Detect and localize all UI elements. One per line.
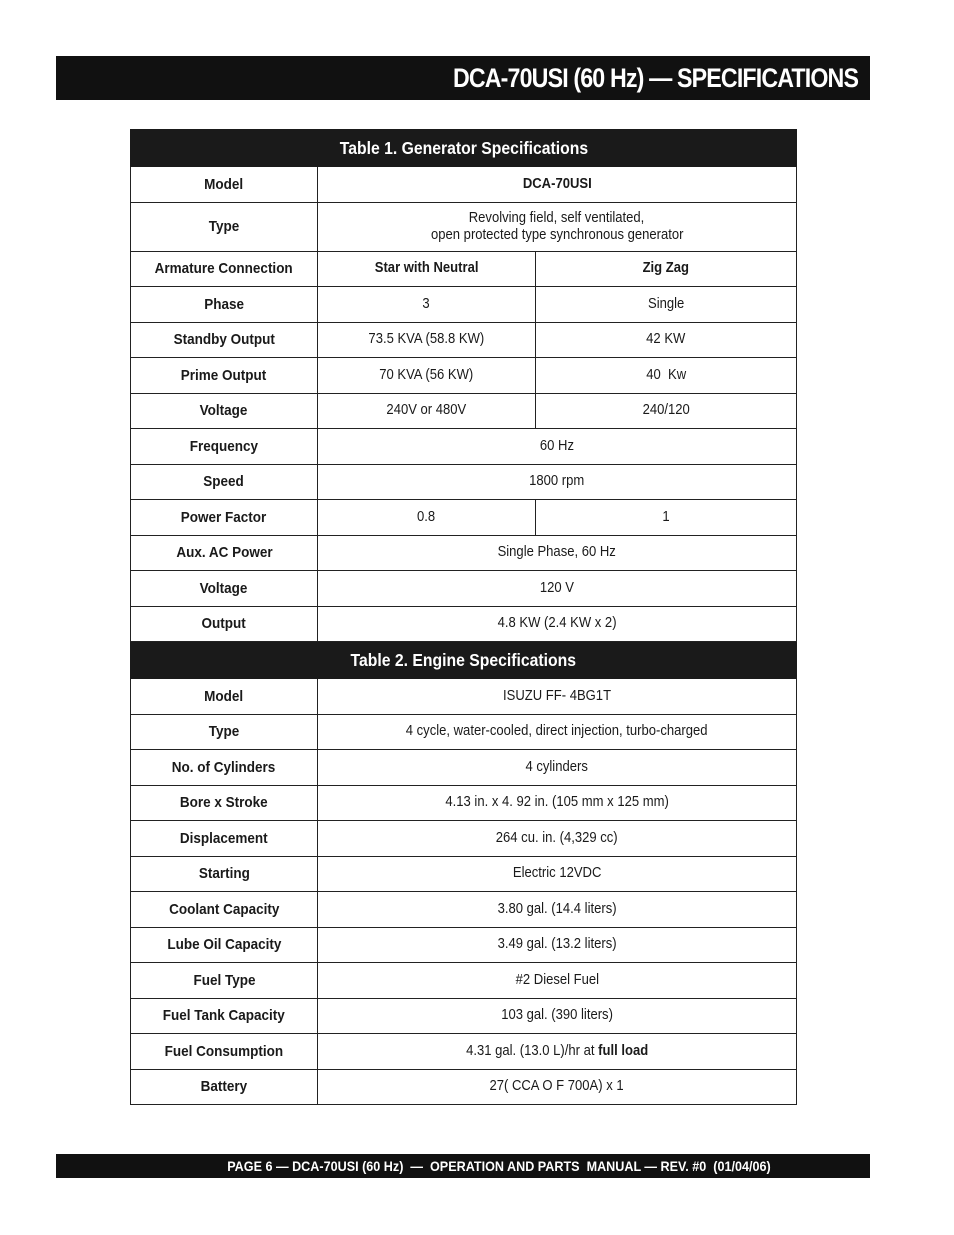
table-row	[131, 1034, 797, 1070]
full-load-emphasis: full load	[598, 1042, 649, 1059]
row-label: Coolant Capacity	[131, 892, 318, 928]
row-label: Fuel Tank Capacity	[131, 998, 318, 1034]
row-label: Armature Connection	[131, 251, 318, 287]
row-label: Bore x Stroke	[131, 785, 318, 821]
page-footer	[56, 1154, 870, 1178]
table-row	[131, 464, 797, 500]
row-label: Battery	[131, 1069, 318, 1105]
table-row	[131, 500, 797, 536]
table-row	[131, 821, 797, 857]
row-value-zigzag: Zig Zag	[536, 251, 797, 287]
table-row	[131, 963, 797, 999]
specifications-table	[130, 129, 797, 1105]
row-label: Standby Output	[131, 322, 318, 358]
row-label: Type	[131, 202, 318, 251]
table-row	[131, 856, 797, 892]
row-label: Frequency	[131, 429, 318, 465]
row-value: 264 cu. in. (4,329 cc)	[318, 821, 797, 857]
table-row	[131, 750, 797, 786]
table-row	[131, 571, 797, 607]
table-row	[131, 679, 797, 715]
row-value: 60 Hz	[318, 429, 797, 465]
row-label: Voltage	[131, 393, 318, 429]
row-value-star: 240V or 480V	[318, 393, 536, 429]
row-value: Revolving field, self ventilated, open protected type synchronous generator	[318, 202, 797, 251]
table-row	[131, 251, 797, 287]
row-value: 103 gal. (390 liters)	[318, 998, 797, 1034]
row-value: #2 Diesel Fuel	[318, 963, 797, 999]
table-row	[131, 1069, 797, 1105]
row-value-star: 70 KVA (56 KW)	[318, 358, 536, 394]
table2-title: Table 2. Engine Specifications	[131, 642, 797, 679]
table-row	[131, 714, 797, 750]
row-value: 4 cycle, water-cooled, direct injection, turbo-charged	[318, 714, 797, 750]
row-value: Electric 12VDC	[318, 856, 797, 892]
table-row	[131, 429, 797, 465]
row-label: Fuel Type	[131, 963, 318, 999]
row-label: Output	[131, 606, 318, 642]
row-value: 27( CCA O F 700A) x 1	[318, 1069, 797, 1105]
table-row	[131, 393, 797, 429]
row-value: DCA-70USI	[318, 167, 797, 203]
row-value: 3.49 gal. (13.2 liters)	[318, 927, 797, 963]
row-label: Model	[131, 167, 318, 203]
page-title: DCA-70USI (60 Hz) — SPECIFICATIONS	[452, 62, 858, 93]
row-value: 120 V	[318, 571, 797, 607]
table-row	[131, 927, 797, 963]
row-value-star: Star with Neutral	[318, 251, 536, 287]
row-value: 1800 rpm	[318, 464, 797, 500]
row-label: Voltage	[131, 571, 318, 607]
row-value: 4.31 gal. (13.0 L)/hr at full load	[318, 1034, 797, 1070]
row-label: Aux. AC Power	[131, 535, 318, 571]
table-row	[131, 202, 797, 251]
table-row	[131, 358, 797, 394]
page-title-bar	[56, 56, 870, 100]
row-label: No. of Cylinders	[131, 750, 318, 786]
row-value-star: 3	[318, 287, 536, 323]
row-value: 4.8 KW (2.4 KW x 2)	[318, 606, 797, 642]
row-label: Type	[131, 714, 318, 750]
row-value-zigzag: 40 Kw	[536, 358, 797, 394]
row-value-star: 0.8	[318, 500, 536, 536]
table-row	[131, 167, 797, 203]
row-label: Starting	[131, 856, 318, 892]
row-label: Speed	[131, 464, 318, 500]
row-label: Lube Oil Capacity	[131, 927, 318, 963]
row-value-star: 73.5 KVA (58.8 KW)	[318, 322, 536, 358]
row-value: ISUZU FF- 4BG1T	[318, 679, 797, 715]
row-value-zigzag: 240/120	[536, 393, 797, 429]
table-row	[131, 606, 797, 642]
row-value: 4 cylinders	[318, 750, 797, 786]
row-value: Single Phase, 60 Hz	[318, 535, 797, 571]
table1-header-row	[131, 130, 797, 167]
table-row	[131, 287, 797, 323]
row-label: Model	[131, 679, 318, 715]
row-label: Fuel Consumption	[131, 1034, 318, 1070]
table-row	[131, 322, 797, 358]
row-value-zigzag: 1	[536, 500, 797, 536]
row-label: Power Factor	[131, 500, 318, 536]
footer-text: PAGE 6 — DCA-70USI (60 Hz) — OPERATION AND PARTS MANUAL — REV. #0 (01/04/06)	[227, 1158, 771, 1174]
row-value: 4.13 in. x 4. 92 in. (105 mm x 125 mm)	[318, 785, 797, 821]
table1-title: Table 1. Generator Specifications	[131, 130, 797, 167]
row-value-zigzag: 42 KW	[536, 322, 797, 358]
table-row	[131, 998, 797, 1034]
row-value: 3.80 gal. (14.4 liters)	[318, 892, 797, 928]
table-row	[131, 535, 797, 571]
row-value-zigzag: Single	[536, 287, 797, 323]
row-label: Displacement	[131, 821, 318, 857]
table-row	[131, 785, 797, 821]
row-label: Prime Output	[131, 358, 318, 394]
table2-header-row	[131, 642, 797, 679]
table-row	[131, 892, 797, 928]
row-label: Phase	[131, 287, 318, 323]
